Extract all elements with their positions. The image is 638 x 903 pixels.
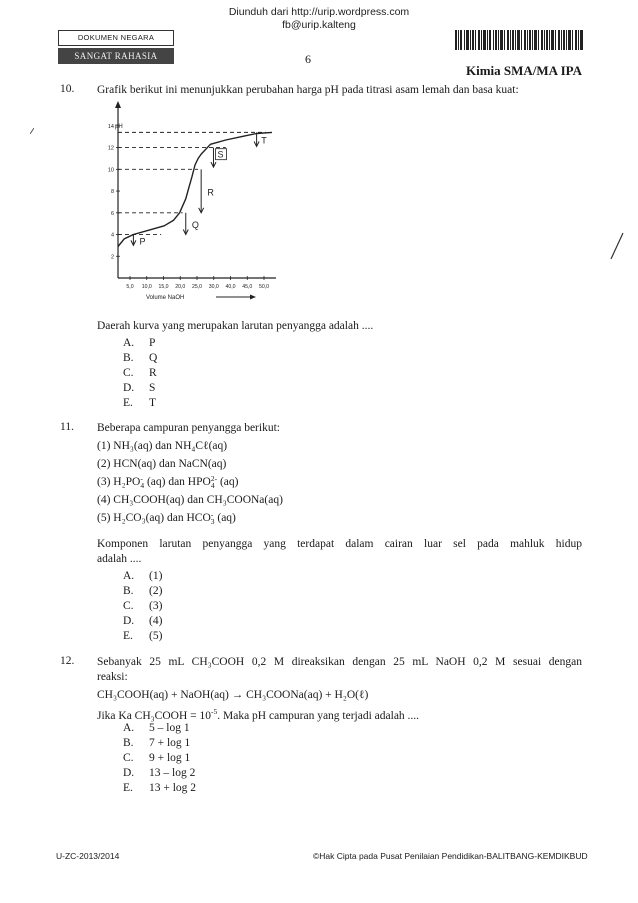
option-d[interactable]: D. (4) [123, 615, 163, 627]
region-label-r: R [207, 187, 214, 198]
document-label: DOKUMEN NEGARA [58, 30, 174, 46]
region-label-t: T [261, 135, 267, 146]
option-a[interactable]: A. 5 – log 1 [123, 722, 190, 734]
region-label-s: S [217, 149, 224, 160]
x-tick-label: 5,0 [126, 284, 134, 290]
option-c[interactable]: C. 9 + log 1 [123, 752, 191, 764]
y-tick-label: 10 [107, 167, 114, 174]
y-axis-label: pH [115, 124, 123, 130]
y-tick-label: 12 [107, 145, 114, 152]
question-10-stem: Daerah kurva yang merupakan larutan penyangga adalah .... [97, 320, 374, 332]
option-b[interactable]: B. 7 + log 1 [123, 737, 191, 749]
question-10-options [123, 336, 157, 411]
region-label-p: P [139, 236, 146, 247]
subject-title: Kimia SMA/MA IPA [465, 63, 582, 78]
x-tick-label: 25,0 [191, 284, 203, 290]
question-12-line2: reaksi: [97, 671, 128, 683]
download-source-line: Diunduh dari http://urip.wordpress.com [228, 6, 410, 18]
buffer-item: (5) H₂CO₃(aq) dan HCO- 3 (aq) [97, 510, 236, 527]
question-11-stem-line1: Komponen larutan penyangga yang terdapat dalam cairan luar sel pada mahluk hidup [97, 538, 582, 550]
option-a[interactable]: A. P [123, 337, 156, 349]
scan-mark [30, 128, 34, 134]
x-tick-label: 10,0 [141, 284, 152, 290]
x-tick-label: 15,0 [158, 284, 169, 290]
x-tick-label: 50,0 [258, 284, 270, 290]
question-10-number: 10. [60, 83, 75, 95]
titration-chart [100, 100, 300, 305]
secret-label: SANGAT RAHASIA [58, 48, 174, 64]
x-tick-label: 30,0 [208, 284, 219, 290]
ka-statement: Jika Ka CH₃COOH = $10^{-5}$. Maka pH campuran yang terjadi adalah .... [97, 707, 420, 722]
question-12-options [123, 721, 196, 796]
question-10-prompt: Grafik berikut ini menunjukkan perubahan harga pH pada titrasi asam lemah dan basa kuat: [97, 84, 519, 96]
question-12-number: 12. [60, 655, 75, 667]
question-12-line1: Sebanyak 25 mL CH₃COOH 0,2 M direaksikan dengan 25 mL NaOH 0,2 M sesuai dengan [97, 656, 582, 668]
reaction-equation: CH₃COOH(aq) + NaOH(aq) → CH₃COONa(aq) + H₂O(ℓ) [97, 689, 369, 701]
y-tick-label: 8 [110, 189, 114, 196]
page-number: 6 [305, 52, 311, 66]
exam-code: U-ZC-2013/2014 [56, 851, 120, 861]
y-tick-label: 2 [110, 254, 114, 261]
y-tick-label: 6 [110, 210, 114, 217]
barcode [455, 30, 583, 50]
x-tick-label: 20,0 [175, 284, 186, 290]
option-c[interactable]: C. (3) [123, 600, 163, 612]
buffer-item: (3) H₂PO- 4 (aq) dan HPO2- 4 (aq) [97, 474, 239, 491]
x-tick-label: 45,0 [242, 284, 253, 290]
option-d[interactable]: D. 13 – log 2 [123, 767, 196, 779]
question-11-options [123, 569, 162, 644]
option-a[interactable]: A. (1) [123, 570, 163, 582]
question-11-items [97, 439, 283, 526]
buffer-item: (2) HCN(aq) dan NaCN(aq) [97, 458, 227, 470]
x-tick-label: 40,0 [225, 284, 236, 290]
pen-mark [610, 232, 624, 260]
option-e[interactable]: E. T [123, 397, 157, 409]
region-label-q: Q [191, 220, 199, 231]
arrow-head-icon [250, 295, 256, 300]
y-tick-label: 14 [107, 123, 114, 130]
option-b[interactable]: B. Q [123, 352, 158, 364]
email-line: fb@urip.kalteng [282, 19, 356, 31]
option-e[interactable]: E. 13 + log 2 [123, 782, 197, 794]
option-d[interactable]: D. S [123, 382, 156, 394]
x-axis-label: Volume NaOH [146, 295, 185, 301]
y-axis-arrow-icon [115, 101, 121, 108]
option-c[interactable]: C. R [123, 367, 157, 379]
buffer-item: (1) NH₃(aq) dan NH₄Cℓ(aq) [97, 440, 228, 452]
question-11-stem-line2: adalah .... [97, 553, 142, 565]
buffer-item: (4) CH₃COOH(aq) dan CH₃COONa(aq) [97, 494, 283, 506]
question-11-number: 11. [60, 421, 74, 433]
option-e[interactable]: E. (5) [123, 630, 163, 642]
option-b[interactable]: B. (2) [123, 585, 163, 597]
copyright-notice: ©Hak Cipta pada Pusat Penilaian Pendidikan-BALITBANG-KEMDIKBUD [313, 851, 588, 861]
question-11-prompt: Beberapa campuran penyangga berikut: [97, 422, 280, 434]
y-tick-label: 4 [110, 232, 114, 239]
